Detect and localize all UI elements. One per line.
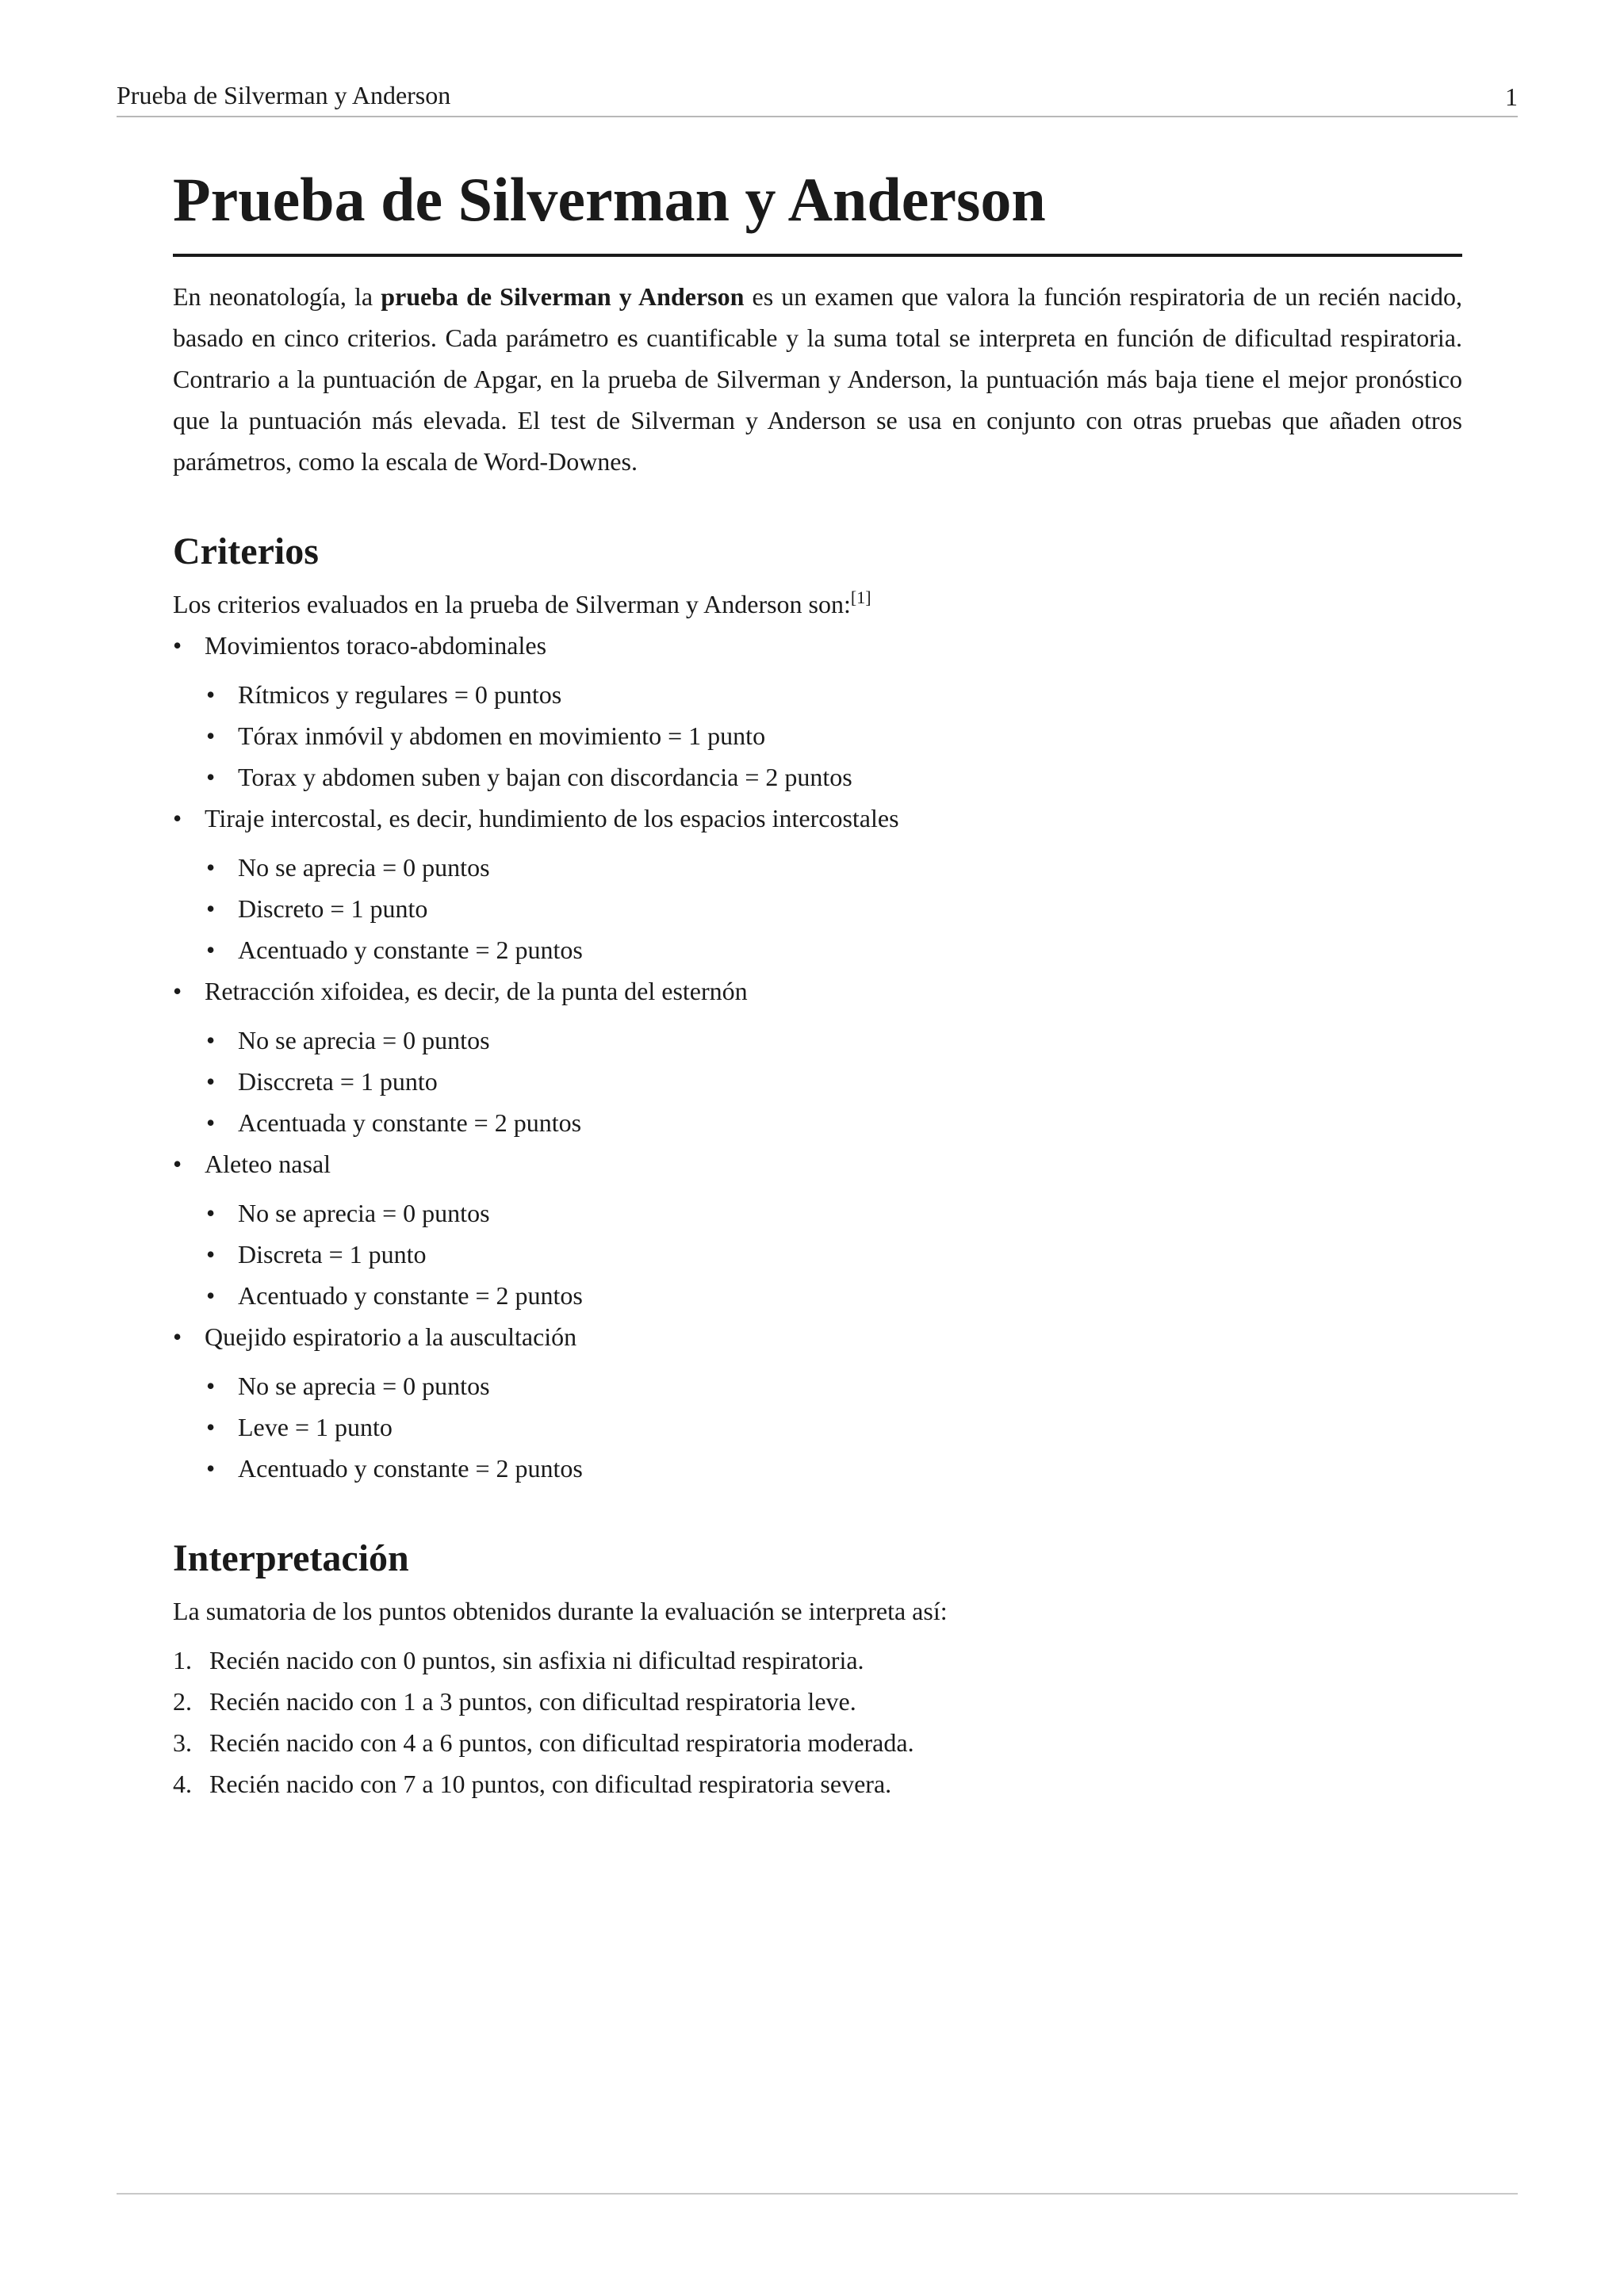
bullet-marker: • — [206, 1454, 216, 1483]
criterion-item — [173, 1143, 1462, 1316]
criterion-option — [173, 888, 1462, 929]
criterion-option-text: No se aprecia = 0 puntos — [238, 1199, 490, 1227]
criterion-option-text: No se aprecia = 0 puntos — [238, 1372, 490, 1400]
intro-text-start: En neonatología, la — [173, 282, 381, 311]
criterion-label: Tiraje intercostal, es decir, hundimiento de los espacios intercostales — [205, 804, 899, 832]
interpretation-text: Recién nacido con 4 a 6 puntos, con dificultad respiratoria moderada. — [209, 1728, 914, 1757]
criterion-line — [173, 1143, 1462, 1184]
bullet-marker: • — [206, 721, 216, 750]
bullet-marker: • — [206, 1372, 216, 1400]
criterion-item — [173, 1316, 1462, 1489]
bullet-marker: • — [173, 1322, 182, 1351]
criterion-option — [173, 1102, 1462, 1143]
criterion-option-text: Rítmicos y regulares = 0 puntos — [238, 680, 562, 709]
criterion-sublist — [173, 1020, 1462, 1143]
footer-divider — [117, 2193, 1518, 2195]
criterion-option — [173, 715, 1462, 756]
criterion-option-text: Torax y abdomen suben y bajan con discordancia = 2 puntos — [238, 763, 852, 791]
criteria-list — [173, 625, 1462, 1489]
criterion-line — [173, 1316, 1462, 1357]
article-body — [173, 155, 1462, 1804]
running-header — [117, 78, 1518, 117]
interpretation-text: Recién nacido con 7 a 10 puntos, con dificultad respiratoria severa. — [209, 1770, 892, 1798]
criterion-option-text: Acentuado y constante = 2 puntos — [238, 936, 583, 964]
criterion-option — [173, 1061, 1462, 1102]
criterios-lead-text: Los criterios evaluados en la prueba de Silverman y Anderson son: — [173, 590, 851, 618]
bullet-marker: • — [206, 1026, 216, 1054]
interpretation-item — [173, 1763, 1462, 1804]
list-number: 4. — [173, 1770, 192, 1798]
bullet-marker: • — [206, 680, 216, 709]
bullet-marker: • — [206, 1108, 216, 1137]
criterion-line — [173, 970, 1462, 1012]
bullet-marker: • — [206, 1413, 216, 1441]
intro-bold-term: prueba de Silverman y Anderson — [381, 282, 745, 311]
interpretation-item — [173, 1681, 1462, 1722]
interpretation-text: Recién nacido con 1 a 3 puntos, con dificultad respiratoria leve. — [209, 1687, 856, 1716]
criterion-option-text: No se aprecia = 0 puntos — [238, 853, 490, 882]
page-number: 1 — [1505, 82, 1518, 111]
list-number: 1. — [173, 1646, 192, 1674]
criterion-option — [173, 1020, 1462, 1061]
criterion-option — [173, 1275, 1462, 1316]
criterion-option — [173, 1448, 1462, 1489]
criterion-option-text: Acentuado y constante = 2 puntos — [238, 1454, 583, 1483]
list-number: 2. — [173, 1687, 192, 1716]
criterion-item — [173, 625, 1462, 798]
criterion-option-text: Disccreta = 1 punto — [238, 1067, 438, 1096]
criterion-option — [173, 1365, 1462, 1406]
criterion-item — [173, 798, 1462, 970]
bullet-marker: • — [206, 763, 216, 791]
criterion-option — [173, 1234, 1462, 1275]
criterion-option — [173, 674, 1462, 715]
bullet-marker: • — [173, 977, 182, 1005]
intro-text-rest: es un examen que valora la función respiratoria de un recién nacido, basado en cinco criterios. Cada parámetro es cuantificable y la suma total se interpreta en función de dificultad respiratoria. Contrario a la puntuación de Apgar, en la prueba de Silverman y Anderson, la puntuación más baja tiene el mejor pronóstico que la puntuación más elevada. El test de Silverman y Anderson se usa en conjunto con otras pruebas que añaden otros parámetros, como la escala de Word-Downes. — [173, 282, 1463, 476]
criterion-line — [173, 625, 1462, 666]
criterion-label: Aleteo nasal — [205, 1150, 331, 1178]
criterion-label: Movimientos toraco-abdominales — [205, 631, 547, 660]
criterion-option — [173, 756, 1462, 798]
interpretation-item — [173, 1722, 1462, 1763]
criterion-option-text: No se aprecia = 0 puntos — [238, 1026, 490, 1054]
bullet-marker: • — [173, 631, 182, 660]
criterion-option-text: Leve = 1 punto — [238, 1413, 393, 1441]
bullet-marker: • — [173, 804, 182, 832]
section-heading-criterios: Criterios — [173, 530, 319, 572]
criterion-option — [173, 929, 1462, 970]
interpretacion-lead: La sumatoria de los puntos obtenidos durante la evaluación se interpreta así: — [173, 1597, 948, 1625]
criterion-sublist — [173, 674, 1462, 798]
interpretation-list — [173, 1640, 1462, 1804]
running-title: Prueba de Silverman y Anderson — [117, 81, 451, 109]
criterion-option-text: Acentuado y constante = 2 puntos — [238, 1281, 583, 1310]
criterios-lead — [173, 584, 1462, 625]
list-number: 3. — [173, 1728, 192, 1757]
criterion-sublist — [173, 1192, 1462, 1316]
reference-link[interactable]: [1] — [850, 587, 871, 607]
bullet-marker: • — [206, 1199, 216, 1227]
bullet-marker: • — [206, 1067, 216, 1096]
interpretation-text: Recién nacido con 0 puntos, sin asfixia ni dificultad respiratoria. — [209, 1646, 864, 1674]
bullet-marker: • — [173, 1150, 182, 1178]
page-title: Prueba de Silverman y Anderson — [173, 155, 1462, 257]
criterion-option — [173, 847, 1462, 888]
criterion-label: Retracción xifoidea, es decir, de la punta del esternón — [205, 977, 748, 1005]
criterion-option-text: Discreto = 1 punto — [238, 894, 428, 923]
interpretation-item — [173, 1640, 1462, 1681]
bullet-marker: • — [206, 1281, 216, 1310]
criterion-sublist — [173, 847, 1462, 970]
criterion-option-text: Tórax inmóvil y abdomen en movimiento = 1 punto — [238, 721, 766, 750]
section-heading-interpretacion: Interpretación — [173, 1537, 409, 1579]
intro-paragraph — [173, 276, 1462, 482]
bullet-marker: • — [206, 1240, 216, 1269]
criterion-option — [173, 1406, 1462, 1448]
criterion-sublist — [173, 1365, 1462, 1489]
criterion-item — [173, 970, 1462, 1143]
criterion-label: Quejido espiratorio a la auscultación — [205, 1322, 577, 1351]
bullet-marker: • — [206, 936, 216, 964]
bullet-marker: • — [206, 853, 216, 882]
criterion-line — [173, 798, 1462, 839]
criterion-option-text: Acentuada y constante = 2 puntos — [238, 1108, 582, 1137]
criterion-option-text: Discreta = 1 punto — [238, 1240, 427, 1269]
bullet-marker: • — [206, 894, 216, 923]
criterion-option — [173, 1192, 1462, 1234]
